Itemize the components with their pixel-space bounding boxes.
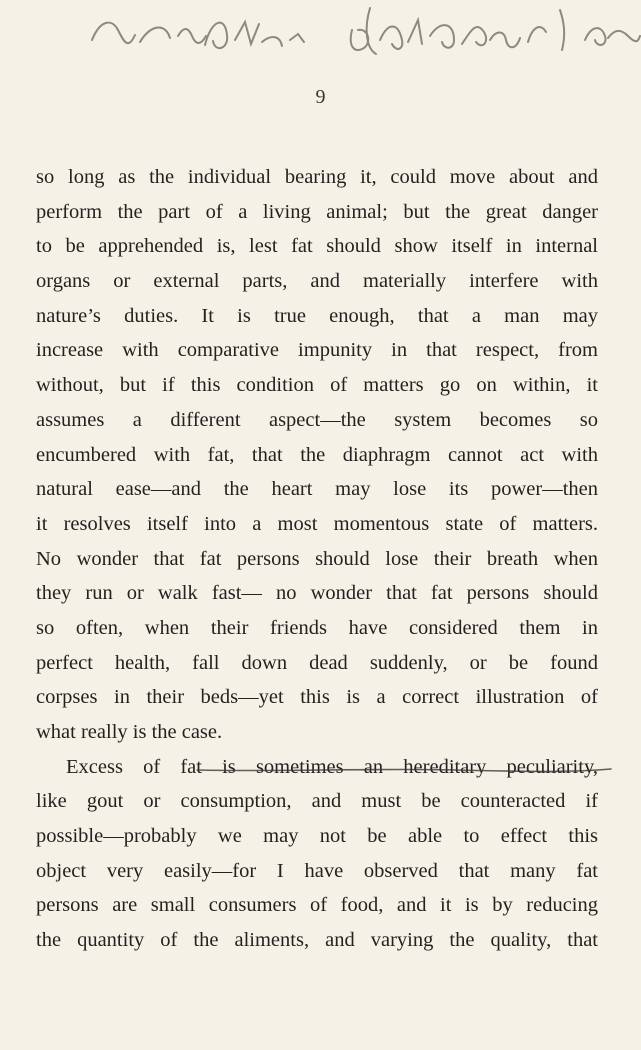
text-line: No wonder that fat persons should lose their breath when — [36, 547, 598, 570]
text-line: Excess of fat is sometimes an hereditary peculiarity, — [66, 755, 598, 778]
text-line: to be apprehended is, lest fat should show itself in internal — [36, 235, 598, 258]
page-number: 9 — [315, 86, 326, 108]
text-line: so often, when their friends have considered them in — [36, 616, 598, 639]
text-line: possible—probably we may not be able to effect this — [36, 825, 598, 848]
text-line: corpses in their beds—yet this is a correct illustration of — [36, 686, 598, 709]
text-line: they run or walk fast— no wonder that fat persons should — [36, 582, 598, 605]
body-text — [36, 160, 598, 958]
text-line: encumbered with fat, that the diaphragm cannot act with — [36, 443, 598, 466]
text-line: without, but if this condition of matters go on within, it — [36, 374, 598, 397]
text-line: persons are small consumers of food, and it is by reducing — [36, 894, 598, 917]
text-line: perfect health, fall down dead suddenly, or be found — [36, 651, 598, 674]
text-line: perform the part of a living animal; but the great danger — [36, 200, 598, 223]
text-line: organs or external parts, and materially interfere with — [36, 270, 598, 293]
text-line: natural ease—and the heart may lose its power—then — [36, 478, 598, 501]
text-line: so long as the individual bearing it, could move about and — [36, 166, 598, 188]
text-line: it resolves itself into a most momentous state of matters. — [36, 512, 598, 535]
pencil-underline — [195, 767, 613, 773]
text-line: what really is the case. — [36, 721, 223, 743]
handwritten-signature — [0, 0, 641, 70]
text-line: like gout or consumption, and must be counteracted if — [36, 790, 598, 813]
text-line: object very easily—for I have observed that many fat — [36, 859, 598, 882]
text-line: increase with comparative impunity in that respect, from — [36, 339, 598, 362]
text-line: the quantity of the aliments, and varying the quality, that — [36, 929, 598, 952]
text-line: assumes a different aspect—the system becomes so — [36, 408, 598, 431]
text-line: nature’s duties. It is true enough, that a man may — [36, 304, 598, 327]
